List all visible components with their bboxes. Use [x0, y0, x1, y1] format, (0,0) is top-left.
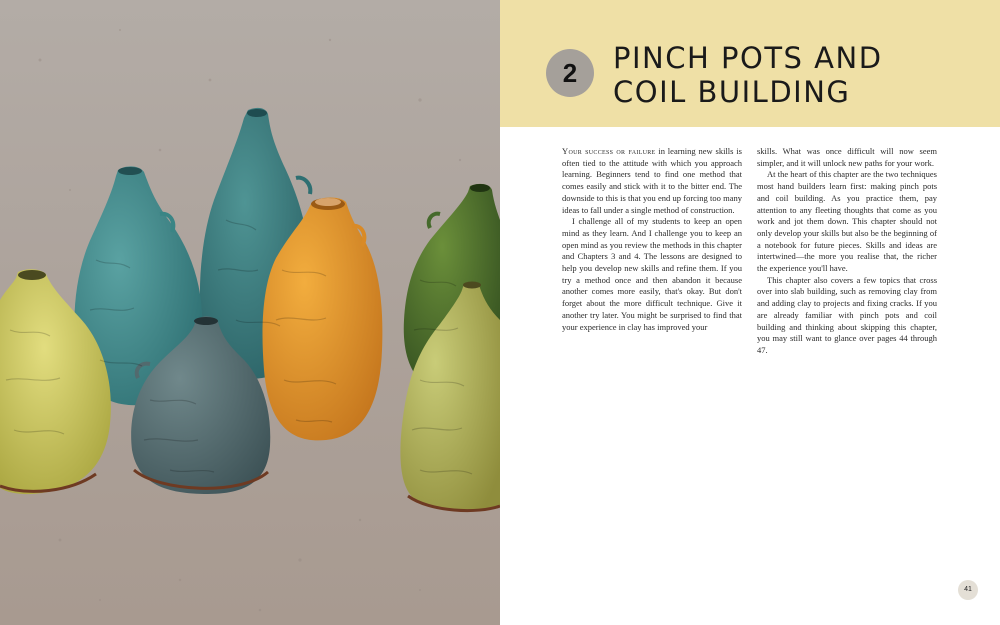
text-column-right [757, 146, 937, 357]
paragraph-2: I challenge all of my students to keep an open mind as they learn. And I challenge you to keep an open mind as you review the methods in this chapter and Chapters 3 and 4. The lessons are designed to help you develop new skills and refine them. If you try a method once and then abandon it because another comes more easily, that's okay. But don't forget about the more difficult technique. Give it another try later. You might be surprised to find that your experience in clay has improved your [562, 216, 742, 332]
chapter-title [613, 41, 883, 109]
paragraph-2-continued: skills. What was once difficult will now seem simpler, and it will unlock new paths for your work. [757, 146, 937, 168]
paragraph-1 [562, 146, 742, 216]
chapter-title-line-2: COIL BUILDING [613, 75, 851, 109]
paragraph-3: At the heart of this chapter are the two techniques most hand builders learn first: making pinch pots and coil building. As you practice them, pay attention to any fleeting thoughts that come as you work and jot them down. This chapter should not only develop your skills but also be the beginning of a notebook for future pieces. Skills and ideas are intertwined—the more you realise that, the richer the experience you'll have. [757, 169, 937, 274]
paragraph-lead-in: Your success or failure [562, 146, 656, 156]
paragraph-1-text: in learning new skills is often tied to the attitude with which you approach learning. Beginners tend to find one method that comes easily and stick with it to the bitter end. The downside to this is that you end up forcing too many ideas to fall under a single method of construction. [562, 146, 742, 215]
page-number: 41 [958, 580, 978, 600]
chapter-header-band [500, 0, 1000, 127]
chapter-title-line-1: PINCH POTS AND [613, 41, 883, 75]
text-column-left [562, 146, 742, 333]
paragraph-4: This chapter also covers a few topics that cross over into slab building, such as removing clay from and adding clay to projects and fixing cracks. If you are already familiar with pinch pots and coil building and thinking about skipping this chapter, you may still want to glance over pages 44 through 47. [757, 274, 937, 355]
book-page [500, 0, 1000, 625]
chapter-number-badge: 2 [546, 49, 594, 97]
